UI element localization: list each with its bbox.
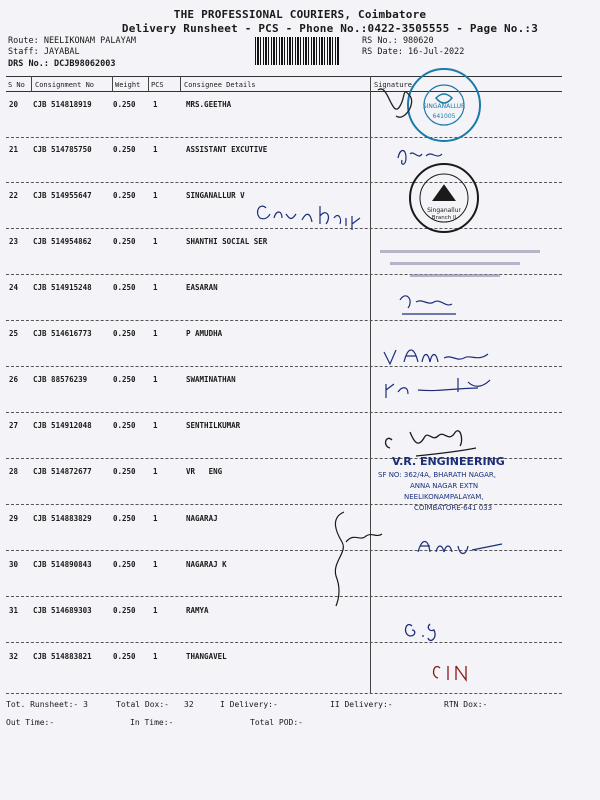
svg-text:Singanallur: Singanallur [427, 207, 461, 214]
i-delivery: I Delivery:- [220, 700, 278, 709]
row-pcs: 1 [153, 421, 158, 430]
row-pcs: 1 [153, 375, 158, 384]
row-consignee: NAGARAJ K [186, 560, 227, 569]
row-sno: 21 [9, 145, 19, 154]
row-sno: 31 [9, 606, 19, 615]
row-sno: 27 [9, 421, 19, 430]
total-dox-value: 32 [184, 700, 194, 709]
row-divider [6, 366, 562, 367]
row-pcs: 1 [153, 606, 158, 615]
row-pcs: 1 [153, 100, 158, 109]
row-weight: 0.250 [113, 191, 136, 200]
row-weight: 0.250 [113, 467, 136, 476]
route-label: Route: NEELIKONAM PALAYAM [8, 36, 136, 46]
signature-divider [370, 76, 371, 694]
out-time: Out Time:- [6, 718, 55, 727]
table-bottom-rule [6, 693, 562, 694]
rtn-dox: RTN Dox:- [444, 700, 488, 709]
row-weight: 0.250 [113, 652, 136, 661]
row-consignee: NAGARAJ [186, 514, 218, 523]
canara-bank-stamp [410, 164, 478, 232]
col-divider [180, 76, 181, 92]
row-sno: 28 [9, 467, 19, 476]
row-consignment: CJB 514883821 [33, 652, 92, 661]
svg-text:641005: 641005 [432, 113, 456, 120]
col-divider [112, 76, 113, 92]
row-consignment: CJB 514915248 [33, 283, 92, 292]
in-time: In Time:- [130, 718, 174, 727]
svg-text:SINGANALLUR: SINGANALLUR [422, 103, 466, 110]
row-weight: 0.250 [113, 606, 136, 615]
table-header-rule [6, 91, 562, 92]
row-consignee: SINGANALLUR V [186, 191, 245, 200]
signature-24 [400, 296, 456, 314]
row-consignment: CJB 514872677 [33, 467, 92, 476]
signature-25 [384, 350, 488, 364]
row-weight: 0.250 [113, 375, 136, 384]
row-divider [6, 412, 562, 413]
svg-text:Branch II: Branch II [431, 215, 457, 221]
row-consignee: SHANTHI SOCIAL SER [186, 237, 268, 246]
signature-20 [378, 89, 412, 117]
row-consignee: ASSISTANT EXCUTIVE [186, 145, 268, 154]
row-consignment: CJB 514689303 [33, 606, 92, 615]
row-divider [6, 274, 562, 275]
row-pcs: 1 [153, 652, 158, 661]
row-pcs: 1 [153, 467, 158, 476]
row-consignment: CJB 514955647 [33, 191, 92, 200]
svg-text:NEELIKONAMPALAYAM,: NEELIKONAMPALAYAM, [404, 493, 484, 501]
row-pcs: 1 [153, 237, 158, 246]
row-weight: 0.250 [113, 283, 136, 292]
row-divider [6, 182, 562, 183]
row-divider [6, 320, 562, 321]
row-sno: 29 [9, 514, 19, 523]
row-consignee: THANGAVEL [186, 652, 227, 661]
row-consignment: CJB 514954862 [33, 237, 92, 246]
drs-number: DRS No.: DCJB98062003 [8, 59, 116, 69]
row-sno: 25 [9, 329, 19, 338]
row-pcs: 1 [153, 283, 158, 292]
indian-bank-stamp [408, 69, 480, 141]
signature-31 [406, 624, 436, 640]
col-sno: S No [8, 81, 25, 89]
row-consignee: MRS.GEETHA [186, 100, 232, 109]
row-weight: 0.250 [113, 100, 136, 109]
row-consignment: CJB 514890843 [33, 560, 92, 569]
row-pcs: 1 [153, 514, 158, 523]
col-weight: Weight [115, 81, 141, 89]
row-sno: 24 [9, 283, 19, 292]
signature-29 [418, 542, 502, 554]
row-divider [6, 642, 562, 643]
row-pcs: 1 [153, 145, 158, 154]
row-consignee: P AMUDHA [186, 329, 223, 338]
row-consignee: SENTHILKUMAR [186, 421, 241, 430]
row-consignee: RAMYA [186, 606, 209, 615]
rs-date: RS Date: 16-Jul-2022 [362, 47, 465, 57]
row-sno: 23 [9, 237, 19, 246]
signature-32 [434, 666, 466, 680]
row-divider [6, 504, 562, 505]
row-pcs: 1 [153, 560, 158, 569]
row-pcs: 1 [153, 191, 158, 200]
svg-text:SF NO: 362/4A, BHARATH NAGAR,: SF NO: 362/4A, BHARATH NAGAR, [378, 471, 496, 479]
row-weight: 0.250 [113, 560, 136, 569]
row-sno: 30 [9, 560, 19, 569]
svg-text:V.R. ENGINEERING: V.R. ENGINEERING [392, 455, 505, 468]
row-consignment: CJB 514785750 [33, 145, 92, 154]
faded-stamp [380, 250, 540, 277]
svg-text:COIMBATORE-641 033: COIMBATORE-641 033 [414, 504, 493, 512]
rs-number: RS No.: 980620 [362, 36, 434, 46]
row-sno: 22 [9, 191, 19, 200]
signature-26 [386, 378, 490, 398]
row-sno: 26 [9, 375, 19, 384]
row-consignee: VR ENG [186, 467, 223, 476]
tot-runsheet: Tot. Runsheet:- 3 [6, 700, 88, 709]
table-top-rule [6, 76, 562, 77]
total-dox-label: Total Dox:- [116, 700, 169, 709]
row-divider [6, 596, 562, 597]
row-consignment: CJB 514616773 [33, 329, 92, 338]
row-divider [6, 458, 562, 459]
row-weight: 0.250 [113, 514, 136, 523]
canara-handwriting [258, 206, 360, 230]
col-consignee: Consignee Details [184, 81, 256, 89]
col-pcs: PCS [151, 81, 164, 89]
total-pod: Total POD:- [250, 718, 303, 727]
row-weight: 0.250 [113, 237, 136, 246]
row-consignee: EASARAN [186, 283, 218, 292]
col-consignment: Consignment No [35, 81, 95, 89]
row-sno: 32 [9, 652, 19, 661]
barcode [255, 37, 340, 65]
row-consignment: CJB 514883829 [33, 514, 92, 523]
signature-27 [386, 431, 476, 456]
svg-text:ANNA NAGAR EXTN: ANNA NAGAR EXTN [410, 482, 479, 490]
col-divider [31, 76, 32, 92]
signature-29-30 [335, 512, 382, 606]
row-consignment: CJB 514912048 [33, 421, 92, 430]
row-sno: 20 [9, 100, 19, 109]
row-divider [6, 137, 562, 138]
col-divider [148, 76, 149, 92]
row-consignee: SWAMINATHAN [186, 375, 236, 384]
col-signature: Signature [374, 81, 412, 89]
row-divider [6, 550, 562, 551]
row-weight: 0.250 [113, 145, 136, 154]
ii-delivery: II Delivery:- [330, 700, 393, 709]
row-weight: 0.250 [113, 329, 136, 338]
staff-label: Staff: JAYABAL [8, 47, 80, 57]
row-divider [6, 228, 562, 229]
row-pcs: 1 [153, 329, 158, 338]
row-weight: 0.250 [113, 421, 136, 430]
company-title: THE PROFESSIONAL COURIERS, Coimbatore [173, 8, 427, 21]
signature-21 [398, 151, 442, 165]
row-consignment: CJB 88576239 [33, 375, 88, 384]
runsheet-subtitle: Delivery Runsheet - PCS - Phone No.:0422-3505555 - Page No.:3 [121, 22, 539, 35]
row-consignment: CJB 514818919 [33, 100, 92, 109]
